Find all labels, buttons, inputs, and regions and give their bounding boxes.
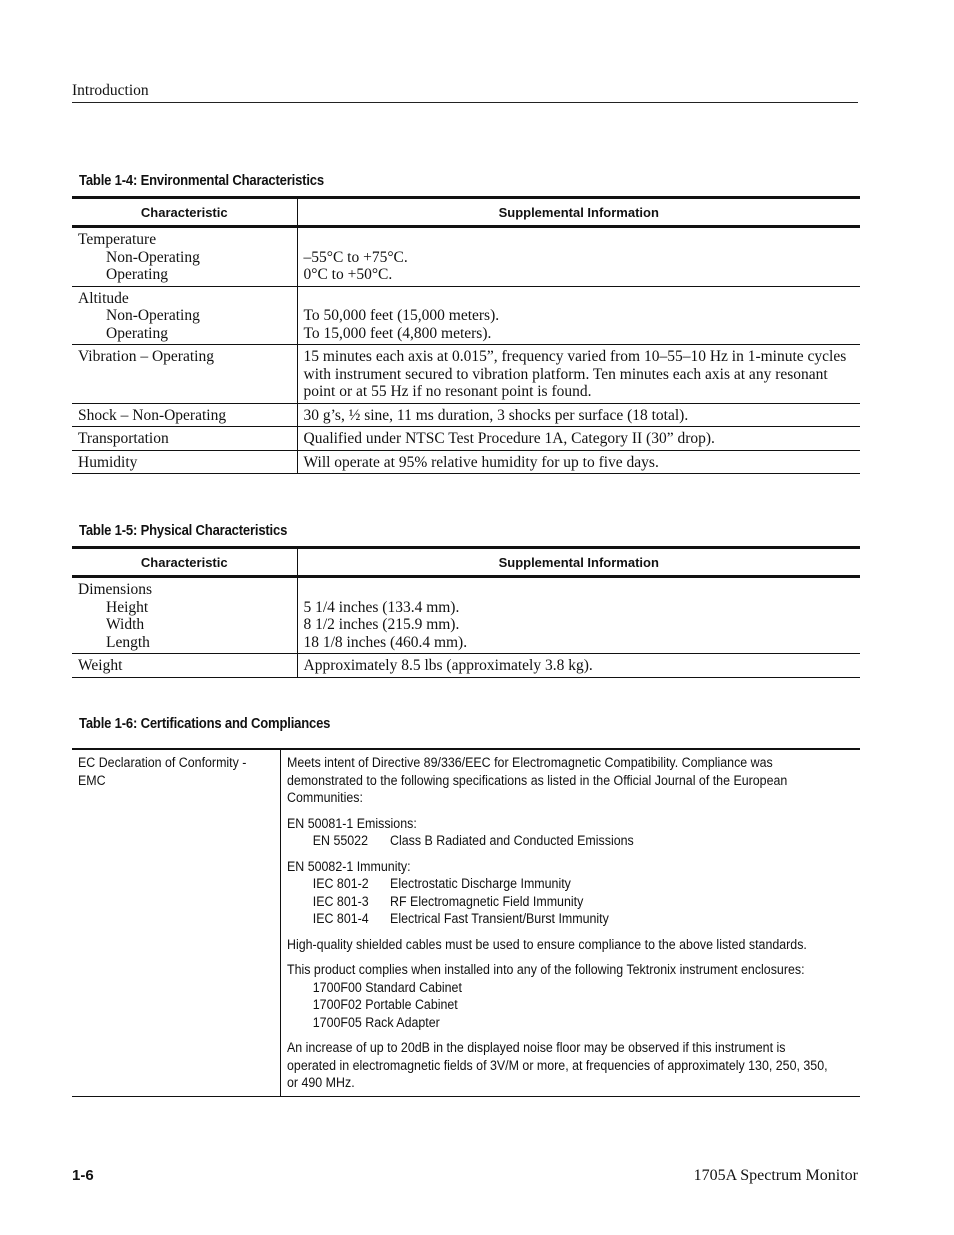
row-value-cell [297, 227, 860, 287]
altitude-operating-value: To 15,000 feet (4,800 meters). [303, 324, 492, 342]
list-item: 1700F05 Rack Adapter [312, 1014, 440, 1030]
table-1-5-caption: Table 1-5: Physical Characteristics [79, 523, 288, 539]
list-item: 1700F00 Standard Cabinet [312, 979, 462, 995]
table-1-4-caption: Table 1-4: Environmental Characteristics [79, 173, 324, 189]
emissions-heading: EN 50081-1 Emissions: [286, 815, 417, 831]
list-item: IEC 801-3 RF Electromagnetic Field Immunity [312, 893, 583, 909]
length-label: Length [106, 633, 150, 651]
page-number: 1-6 [72, 1167, 94, 1184]
row-label-cell [72, 227, 297, 287]
table-row-weight [72, 654, 860, 678]
table-row-humidity [72, 450, 860, 474]
column-header-supplemental: Supplemental Information [297, 198, 860, 227]
non-operating-label: Non-Operating [106, 248, 200, 266]
row-value-cell [297, 286, 860, 345]
environmental-table [72, 196, 860, 474]
row-label-cell [72, 749, 280, 1096]
row-label-cell [72, 286, 297, 345]
table-row-shock [72, 403, 860, 427]
physical-table [72, 546, 860, 678]
operating-label: Operating [106, 324, 168, 342]
directive-paragraph: Meets intent of Directive 89/336/EEC for Electromagnetic Compatibility. Compliance was demonstrated to the following specifications as listed in the Official Journal of the European Communities: [286, 755, 787, 805]
transportation-value: Qualified under NTSC Test Procedure 1A, Category II (30” drop). [297, 427, 860, 451]
table-row-dimensions [72, 577, 860, 654]
width-value: 8 1/2 inches (215.9 mm). [303, 616, 460, 633]
shock-label: Shock – Non-Operating [72, 403, 297, 427]
row-value-cell [297, 577, 860, 654]
list-item: IEC 801-4 Electrical Fast Transient/Burst Immunity [312, 911, 609, 926]
temperature-operating-value: 0°C to +50°C. [303, 266, 393, 283]
transportation-label: Transportation [72, 427, 297, 451]
width-label: Width [106, 616, 145, 633]
weight-label: Weight [72, 654, 297, 678]
non-operating-label: Non-Operating [106, 307, 200, 324]
table-row-vibration [72, 345, 860, 404]
dimensions-label: Dimensions [78, 581, 153, 598]
emissions-block [287, 815, 855, 850]
running-header: Introduction [72, 82, 149, 99]
height-value: 5 1/4 inches (133.4 mm). [303, 598, 460, 616]
header-rule [72, 102, 858, 103]
list-item: EN 55022 Class B Radiated and Conducted Emissions [312, 833, 634, 848]
table-row-transportation [72, 427, 860, 451]
list-item: IEC 801-2 Electrostatic Discharge Immunity [312, 876, 571, 891]
weight-value: Approximately 8.5 lbs (approximately 3.8 kg). [297, 654, 860, 678]
enclosures-intro: This product complies when installed into any of the following Tektronix instrument enclosures: [286, 962, 805, 977]
list-item: 1700F02 Portable Cabinet [312, 997, 458, 1012]
altitude-label: Altitude [78, 289, 129, 307]
table-row-ec-declaration [72, 749, 860, 1096]
noise-paragraph: An increase of up to 20dB in the displayed noise floor may be observed if this instrument is operated in electromagnetic fields of 3V/M or more, at frequencies of approximately 130, 250, 350, or 490 MHz. [286, 1040, 828, 1090]
altitude-non-operating-value: To 50,000 feet (15,000 meters). [303, 307, 500, 324]
ec-declaration-label: EC Declaration of Conformity - [78, 755, 247, 770]
emc-label: EMC [78, 772, 106, 788]
table-header-row [72, 198, 860, 227]
temperature-non-operating-value: –55°C to +75°C. [303, 248, 408, 266]
table-row-altitude [72, 286, 860, 345]
table-header-row [72, 548, 860, 577]
operating-label: Operating [106, 266, 168, 283]
column-header-characteristic: Characteristic [72, 548, 297, 577]
height-label: Height [106, 598, 149, 616]
humidity-value: Will operate at 95% relative humidity for up to five days. [297, 450, 860, 474]
row-value-cell [280, 749, 860, 1096]
table-1-6-caption: Table 1-6: Certifications and Compliances [79, 716, 331, 732]
vibration-label: Vibration – Operating [72, 345, 297, 404]
table-row-temperature [72, 227, 860, 287]
immunity-block [287, 858, 855, 928]
length-value: 18 1/8 inches (460.4 mm). [303, 633, 468, 651]
temperature-label: Temperature [78, 231, 157, 248]
enclosures-block [287, 961, 855, 1031]
certifications-table [72, 748, 860, 1097]
product-name: 1705A Spectrum Monitor [693, 1167, 858, 1184]
immunity-heading: EN 50082-1 Immunity: [286, 858, 411, 874]
row-label-cell [72, 577, 297, 654]
column-header-characteristic: Characteristic [72, 198, 297, 227]
humidity-label: Humidity [72, 450, 297, 474]
cables-note: High-quality shielded cables must be used to ensure compliance to the above listed standards. [286, 936, 807, 952]
shock-value: 30 g’s, ½ sine, 11 ms duration, 3 shocks per surface (18 total). [297, 403, 860, 427]
column-header-supplemental: Supplemental Information [297, 548, 860, 577]
vibration-value: 15 minutes each axis at 0.015”, frequency varied from 10–55–10 Hz in 1-minute cycles with instrument secured to vibration platform. Ten minutes each axis at any resonant point or at 55 Hz if no resonant point is found. [297, 345, 860, 404]
